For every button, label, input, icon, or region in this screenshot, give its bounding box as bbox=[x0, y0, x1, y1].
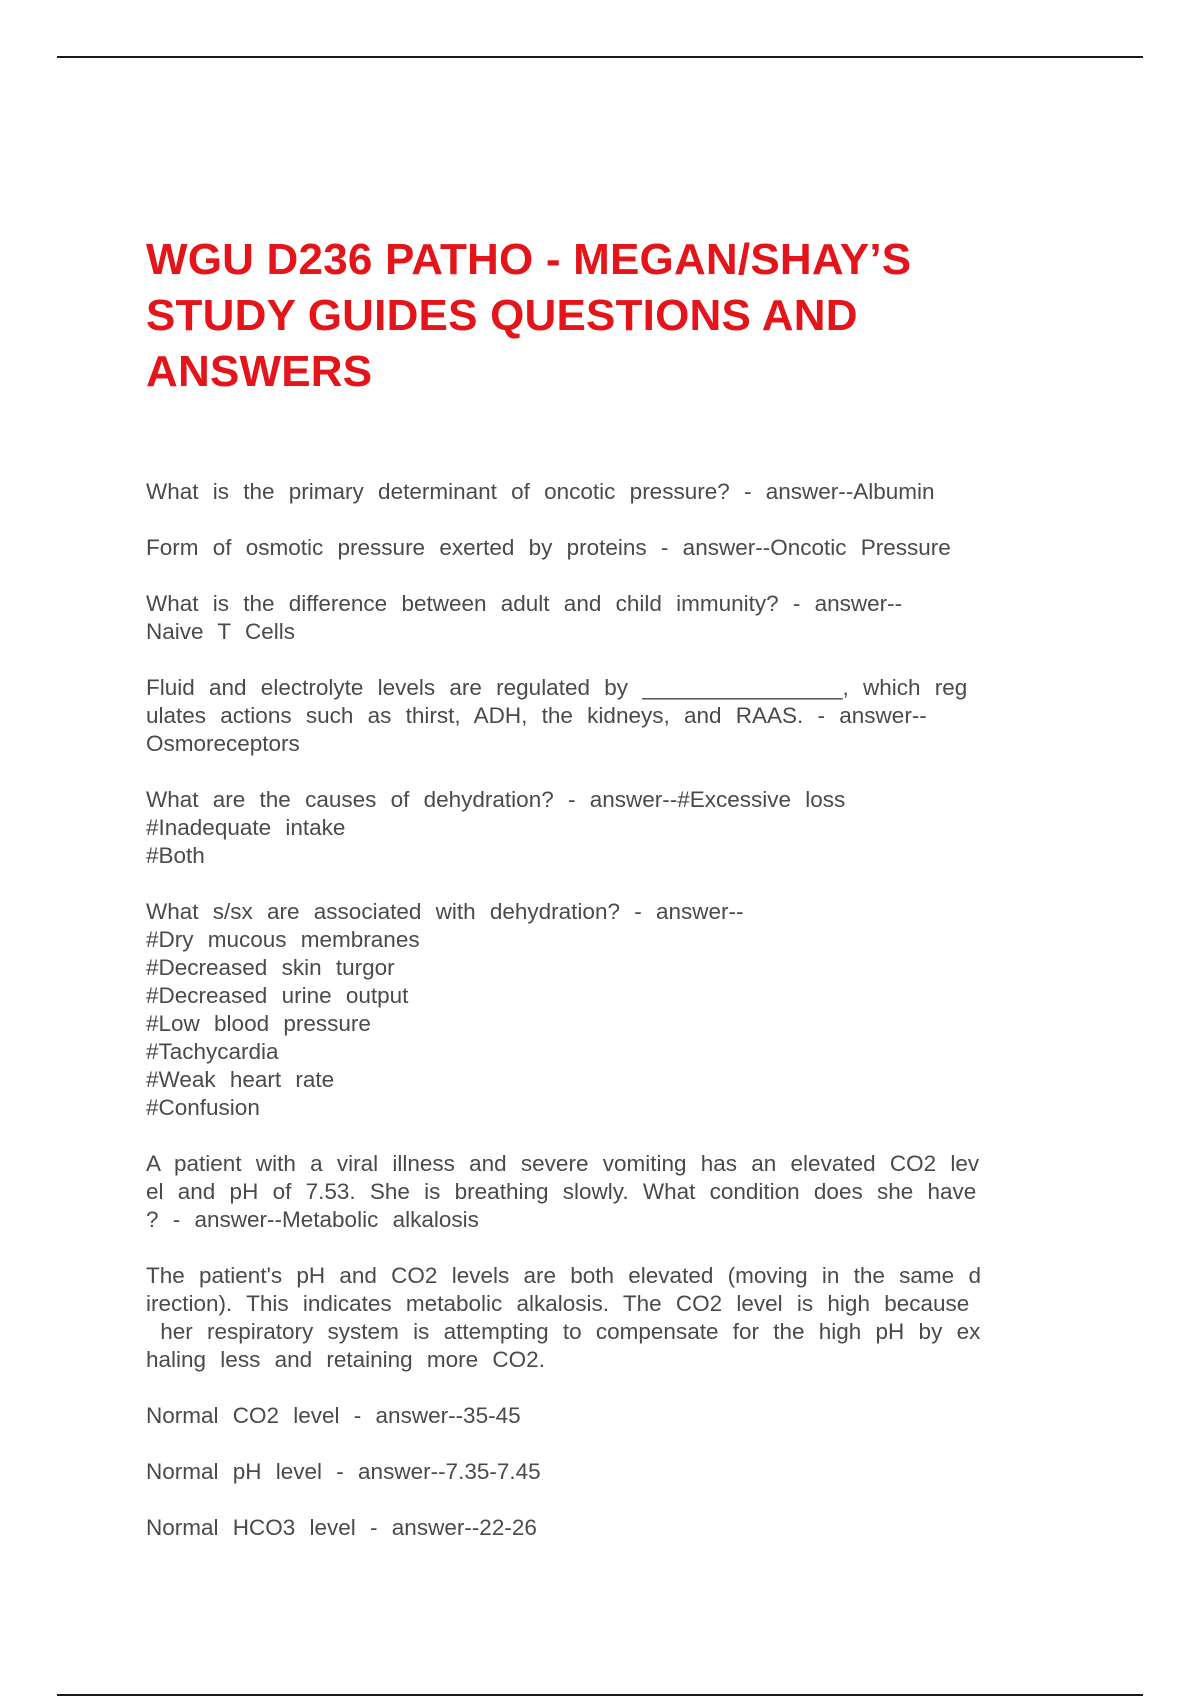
qa-line: #Inadequate intake bbox=[146, 815, 346, 840]
qa-line: #Low blood pressure bbox=[146, 1011, 371, 1036]
qa-entry-viral-illness-case bbox=[146, 1150, 1052, 1234]
qa-entry-oncotic-determinant bbox=[146, 478, 1052, 506]
qa-list bbox=[146, 478, 1052, 1570]
title-line-2: STUDY GUIDES QUESTIONS AND bbox=[146, 291, 858, 340]
qa-line: Naive T Cells bbox=[146, 619, 295, 644]
qa-line: #Decreased skin turgor bbox=[146, 955, 395, 980]
header-rule bbox=[57, 56, 1143, 58]
qa-line: ? - answer--Metabolic alkalosis bbox=[146, 1207, 479, 1232]
qa-entry-normal-hco3 bbox=[146, 1514, 1052, 1542]
qa-line: Form of osmotic pressure exerted by proteins - answer--Oncotic Pressure bbox=[146, 535, 951, 560]
qa-line: Osmoreceptors bbox=[146, 731, 300, 756]
qa-line: her respiratory system is attempting to compensate for the high pH by ex bbox=[146, 1319, 981, 1344]
qa-line: The patient's pH and CO2 levels are both elevated (moving in the same d bbox=[146, 1263, 981, 1288]
qa-line: el and pH of 7.53. She is breathing slowly. What condition does she have bbox=[146, 1179, 977, 1204]
qa-line: haling less and retaining more CO2. bbox=[146, 1347, 545, 1372]
qa-entry-normal-co2 bbox=[146, 1402, 1052, 1430]
qa-line: Fluid and electrolyte levels are regulated by ________________, which reg bbox=[146, 675, 968, 700]
qa-line: #Dry mucous membranes bbox=[146, 927, 420, 952]
document-title bbox=[146, 232, 1046, 400]
qa-line: What is the difference between adult and child immunity? - answer-- bbox=[146, 591, 903, 616]
qa-line: Normal CO2 level - answer--35-45 bbox=[146, 1403, 521, 1428]
qa-entry-explanation bbox=[146, 1262, 1052, 1374]
footer-rule bbox=[57, 1694, 1143, 1696]
qa-line: #Confusion bbox=[146, 1095, 260, 1120]
qa-entry-normal-ph bbox=[146, 1458, 1052, 1486]
qa-line: irection). This indicates metabolic alkalosis. The CO2 level is high because bbox=[146, 1291, 970, 1316]
title-line-3: ANSWERS bbox=[146, 347, 373, 396]
qa-line: ulates actions such as thirst, ADH, the kidneys, and RAAS. - answer-- bbox=[146, 703, 927, 728]
qa-line: #Tachycardia bbox=[146, 1039, 279, 1064]
qa-line: What are the causes of dehydration? - answer--#Excessive loss bbox=[146, 787, 846, 812]
qa-line: Normal HCO3 level - answer--22-26 bbox=[146, 1515, 537, 1540]
qa-line: A patient with a viral illness and severe vomiting has an elevated CO2 lev bbox=[146, 1151, 980, 1176]
qa-entry-dehydration-signs bbox=[146, 898, 1052, 1122]
qa-line: Normal pH level - answer--7.35-7.45 bbox=[146, 1459, 541, 1484]
qa-entry-dehydration-causes bbox=[146, 786, 1052, 870]
qa-line: #Weak heart rate bbox=[146, 1067, 335, 1092]
qa-line: What s/sx are associated with dehydration? - answer-- bbox=[146, 899, 744, 924]
qa-entry-oncotic-pressure bbox=[146, 534, 1052, 562]
qa-entry-fluid-regulation bbox=[146, 674, 1052, 758]
qa-line: #Decreased urine output bbox=[146, 983, 409, 1008]
qa-entry-immunity bbox=[146, 590, 1052, 646]
title-line-1: WGU D236 PATHO - MEGAN/SHAY’S bbox=[146, 235, 912, 284]
qa-line: What is the primary determinant of oncotic pressure? - answer--Albumin bbox=[146, 479, 935, 504]
qa-line: #Both bbox=[146, 843, 205, 868]
